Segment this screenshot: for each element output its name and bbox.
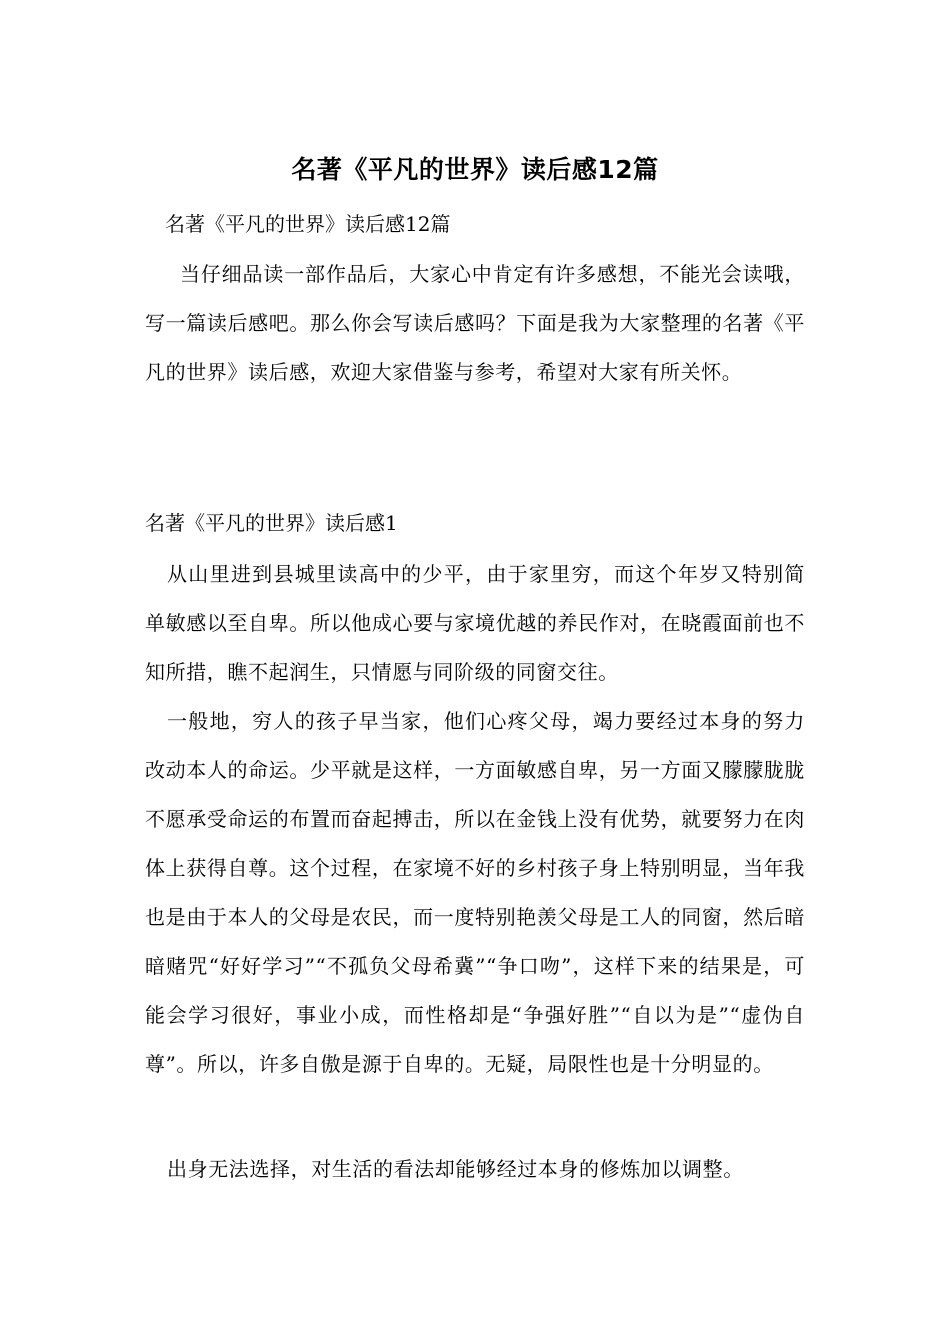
section-heading: 名著《平凡的世界》读后感1 — [145, 511, 398, 535]
intro-paragraph: 当仔细品读一部作品后，大家心中肯定有许多感想，不能光会读哦，写一篇读后感吧。那么你会写读后感吗？下面是我为大家整理的名著《平凡的世界》读后感，欢迎大家借鉴与参考，希望对大家有所关怀。 — [145, 262, 805, 384]
body-paragraph: 出身无法选择，对生活的看法却能够经过本身的修炼加以调整。 — [167, 1157, 744, 1181]
document-title: 名著《平凡的世界》读后感12篇 — [291, 155, 659, 184]
body-paragraph: 从山里进到县城里读高中的少平，由于家里穷，而这个年岁又特别简单敏感以至自卑。所以他成心要与家境优越的养民作对，在晓霞面前也不知所措，瞧不起润生，只情愿与同阶级的同窗交往。 — [145, 562, 805, 684]
body-paragraph: 一般地，穷人的孩子早当家，他们心疼父母，竭力要经过本身的努力改动本人的命运。少平就是这样，一方面敏感自卑，另一方面又朦朦胧胧不愿承受命运的布置而奋起搏击，所以在金钱上没有优势，就要努力在肉体上获得自尊。这个过程，在家境不好的乡村孩子身上特别明显，当年我也是由于本人的父母是农民，而一度特别艳羡父母是工人的同窗，然后暗暗赌咒“好好学习”“不孤负父母希冀”“争口吻”，这样下来的结果是，可能会学习很好，事业小成，而性格却是“争强好胜”“自以为是”“虚伪自尊”。所以，许多自傲是源于自卑的。无疑，局限性也是十分明显的。 — [145, 709, 805, 1076]
document-subtitle: 名著《平凡的世界》读后感12篇 — [165, 212, 451, 236]
